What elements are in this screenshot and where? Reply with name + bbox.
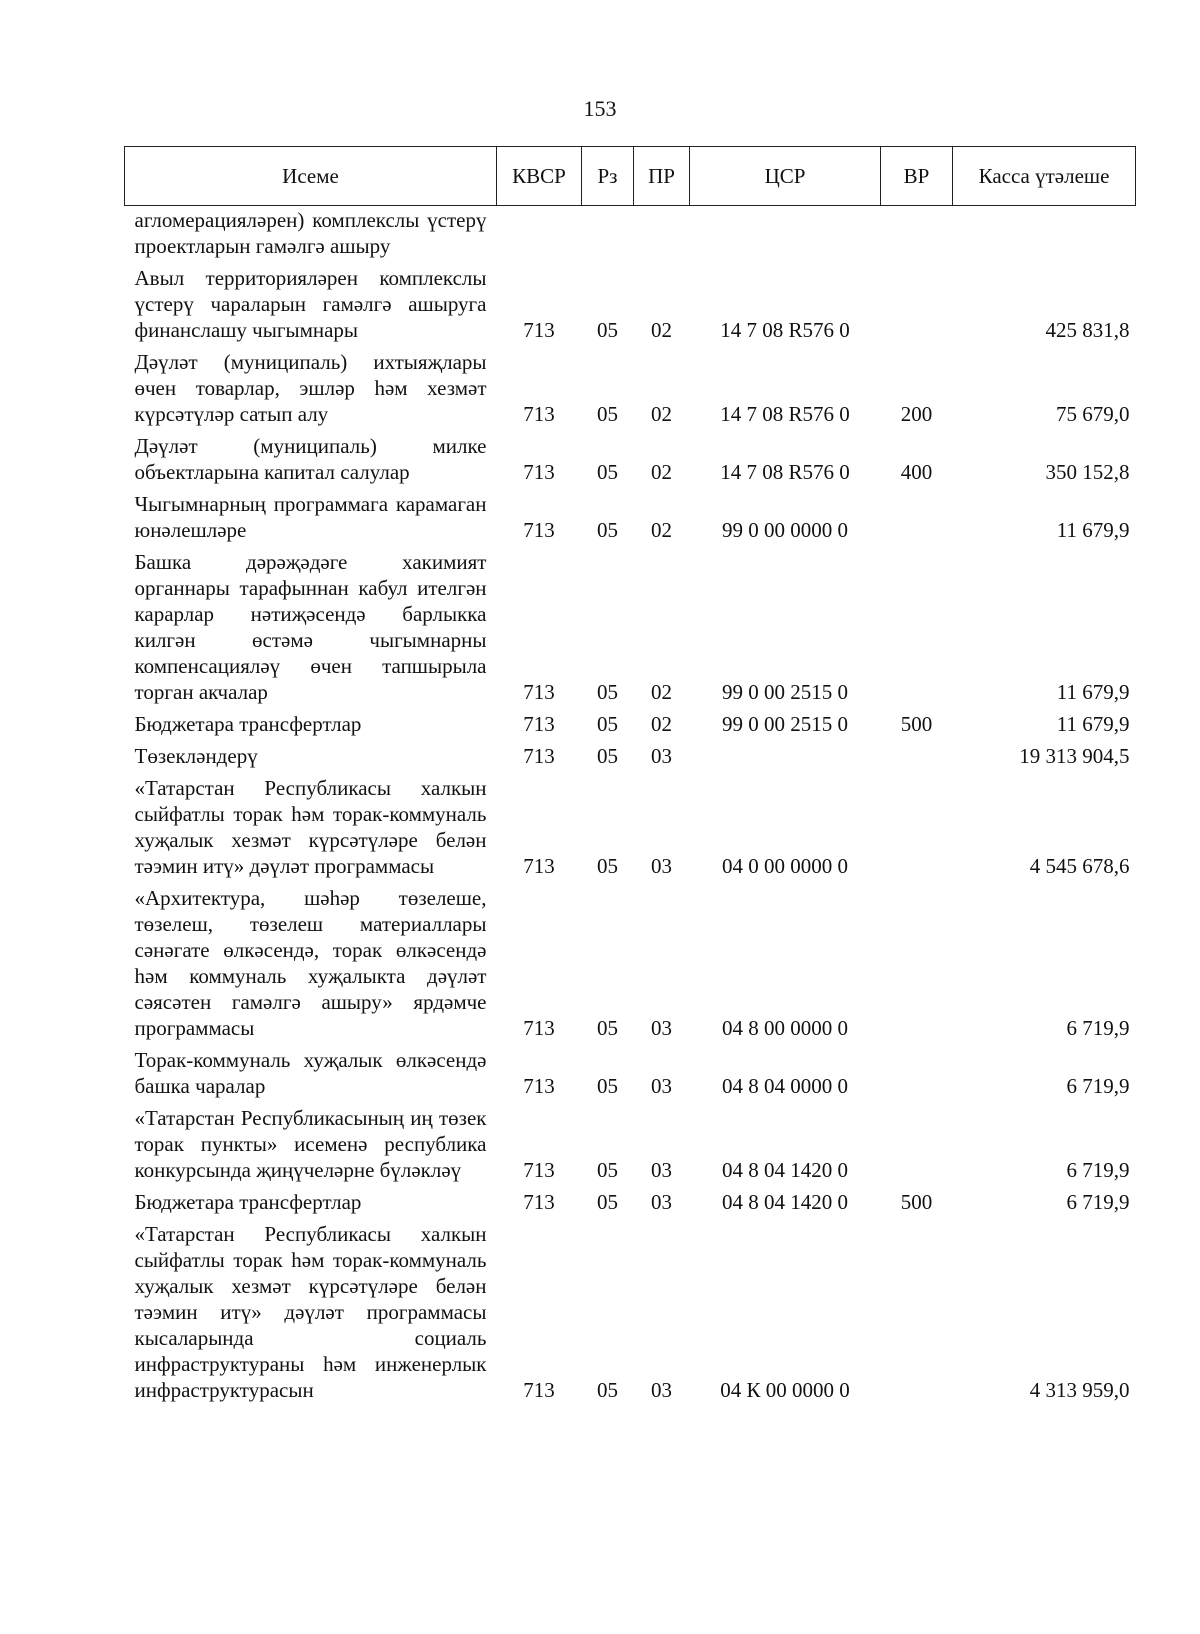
cell-rz: 05 [597,1016,618,1040]
cell-kassa: 6 719,9 [1066,1016,1130,1040]
cell-name: «Татарстан Республикасы халкын сыйфатлы торак һәм торак-коммуналь хуҗалык хезмәт күрсәтүләре белән тәэмин итү» дәүләт программасы кысаларында социаль инфраструктураны һәм инженерлык инфраструктурасын [134,1222,487,1402]
cell-kvsr: 713 [523,1378,555,1402]
cell-kassa: 6 719,9 [1066,1190,1130,1214]
cell-kassa: 11 679,9 [1056,712,1130,736]
cell-vr [881,548,953,710]
table-row [125,1104,1136,1188]
cell-vr [881,742,953,774]
header-csr: ЦСР [690,147,881,206]
table-row [125,1188,1136,1220]
cell-vr: 200 [900,402,933,426]
cell-rz: 05 [597,318,618,342]
header-rz: Рз [582,147,634,206]
cell-kvsr [497,206,582,265]
cell-pr: 02 [651,518,672,542]
cell-name: Чыгымнарның программага карамаган юнәлешләре [134,492,487,542]
table-row [125,1220,1136,1408]
cell-kassa: 4 545 678,6 [1029,854,1130,878]
cell-vr [881,774,953,884]
cell-kvsr: 713 [523,744,555,768]
cell-name: Төзекләндерү [134,744,258,768]
cell-rz: 05 [597,1158,618,1182]
cell-vr [881,490,953,548]
table-row [125,710,1136,742]
cell-csr: 04 8 04 0000 0 [722,1074,848,1098]
cell-vr [881,264,953,348]
cell-rz: 05 [597,1074,618,1098]
cell-kvsr: 713 [523,1158,555,1182]
cell-name: Башка дәрәҗәдәге хакимият органнары тарафыннан кабул ителгән карарлар нәтиҗәсендә барлыкка килгән өстәмә чыгымнарны компенсацияләү өчен тапшырыла торган акчалар [134,550,487,704]
table-body [125,206,1136,1409]
cell-rz: 05 [597,680,618,704]
cell-kvsr: 713 [523,518,555,542]
budget-table-container [124,146,1135,1408]
cell-vr: 500 [900,1190,933,1214]
table-row [125,774,1136,884]
cell-csr: 14 7 08 R576 0 [720,460,850,484]
table-row [125,884,1136,1046]
table-header [125,147,1136,206]
cell-pr: 02 [651,318,672,342]
cell-rz: 05 [597,518,618,542]
cell-kassa: 11 679,9 [1056,518,1130,542]
cell-rz: 05 [597,744,618,768]
table-row [125,548,1136,710]
cell-kassa: 11 679,9 [1056,680,1130,704]
table-row [125,490,1136,548]
cell-kvsr: 713 [523,460,555,484]
cell-pr: 03 [651,1158,672,1182]
table-row [125,432,1136,490]
cell-kvsr: 713 [523,712,555,736]
cell-vr [881,1220,953,1408]
table-row [125,264,1136,348]
cell-pr [634,206,690,265]
cell-csr: 04 0 00 0000 0 [722,854,848,878]
cell-name: Дәүләт (муниципаль) ихтыяҗлары өчен товарлар, эшләр һәм хезмәт күрсәтүләр сатып алу [134,350,487,426]
cell-pr: 02 [651,460,672,484]
cell-pr: 03 [651,1074,672,1098]
cell-kvsr: 713 [523,1016,555,1040]
cell-csr: 14 7 08 R576 0 [720,318,850,342]
header-kvsr: КВСР [497,147,582,206]
cell-csr: 99 0 00 0000 0 [722,518,848,542]
cell-kassa: 6 719,9 [1066,1074,1130,1098]
table-row [125,742,1136,774]
cell-vr: 500 [900,712,933,736]
cell-vr: 400 [900,460,933,484]
cell-kvsr: 713 [523,680,555,704]
cell-kvsr: 713 [523,402,555,426]
cell-rz: 05 [597,402,618,426]
cell-name: «Татарстан Республикасы халкын сыйфатлы торак һәм торак-коммуналь хуҗалык хезмәт күрсәтүләре белән тәэмин итү» дәүләт программасы [134,776,487,878]
cell-kassa: 6 719,9 [1066,1158,1130,1182]
cell-csr: 04 8 00 0000 0 [722,1016,848,1040]
cell-pr: 02 [651,402,672,426]
cell-rz: 05 [597,712,618,736]
header-name: Исеме [125,147,497,206]
cell-pr: 03 [651,1378,672,1402]
cell-csr: 99 0 00 2515 0 [722,680,848,704]
cell-pr: 03 [651,1190,672,1214]
cell-name: Авыл территорияләрен комплекслы үстерү чараларын гамәлгә ашыруга финанслашу чыгымнары [134,266,487,342]
cell-kassa: 19 313 904,5 [1019,744,1130,768]
cell-kassa: 75 679,0 [1056,402,1130,426]
cell-kassa: 425 831,8 [1045,318,1130,342]
cell-name: Дәүләт (муниципаль) милке объектларына капитал салулар [134,434,487,484]
cell-pr: 03 [651,744,672,768]
cell-csr [690,742,881,774]
cell-pr: 03 [651,854,672,878]
cell-name: агломерацияләрен) комплекслы үстерү проектларын гамәлгә ашыру [134,208,487,258]
cell-csr: 04 8 04 1420 0 [722,1158,848,1182]
header-kassa: Касса үтәлеше [953,147,1136,206]
cell-name: Бюджетара трансфертлар [134,1190,362,1214]
cell-name: «Архитектура, шәһәр төзелеше, төзелеш, төзелеш материаллары сәнәгате өлкәсендә, торак өлкәсендә һәм коммуналь хуҗалыкта дәүләт сәясәтен гамәлгә ашыру» ярдәмче программасы [134,886,487,1040]
table-row [125,348,1136,432]
cell-csr: 99 0 00 2515 0 [722,712,848,736]
cell-pr: 03 [651,1016,672,1040]
cell-pr: 02 [651,712,672,736]
cell-name: Бюджетара трансфертлар [134,712,362,736]
cell-vr [881,1046,953,1104]
cell-rz: 05 [597,1190,618,1214]
header-pr: ПР [634,147,690,206]
cell-vr [881,884,953,1046]
cell-pr: 02 [651,680,672,704]
cell-kvsr: 713 [523,1074,555,1098]
cell-vr [881,1104,953,1188]
cell-kassa: 4 313 959,0 [1029,1378,1130,1402]
cell-vr [881,206,953,265]
cell-kassa: 350 152,8 [1045,460,1130,484]
cell-csr: 04 К 00 0000 0 [720,1378,850,1402]
cell-name: Торак-коммуналь хуҗалык өлкәсендә башка чаралар [134,1048,487,1098]
budget-table [124,146,1136,1408]
cell-rz: 05 [597,1378,618,1402]
cell-kvsr: 713 [523,318,555,342]
cell-rz: 05 [597,460,618,484]
table-row [125,206,1136,265]
cell-rz: 05 [597,854,618,878]
cell-csr: 04 8 04 1420 0 [722,1190,848,1214]
cell-kvsr: 713 [523,1190,555,1214]
cell-name: «Татарстан Республикасының иң төзек торак пункты» исеменә республика конкурсында җиңүчеләрне бүләкләү [134,1106,487,1182]
page-number: 153 [583,96,617,121]
cell-csr [690,206,881,265]
cell-csr: 14 7 08 R576 0 [720,402,850,426]
table-row [125,1046,1136,1104]
cell-rz [582,206,634,265]
cell-kassa [953,206,1136,265]
header-vr: ВР [881,147,953,206]
cell-kvsr: 713 [523,854,555,878]
